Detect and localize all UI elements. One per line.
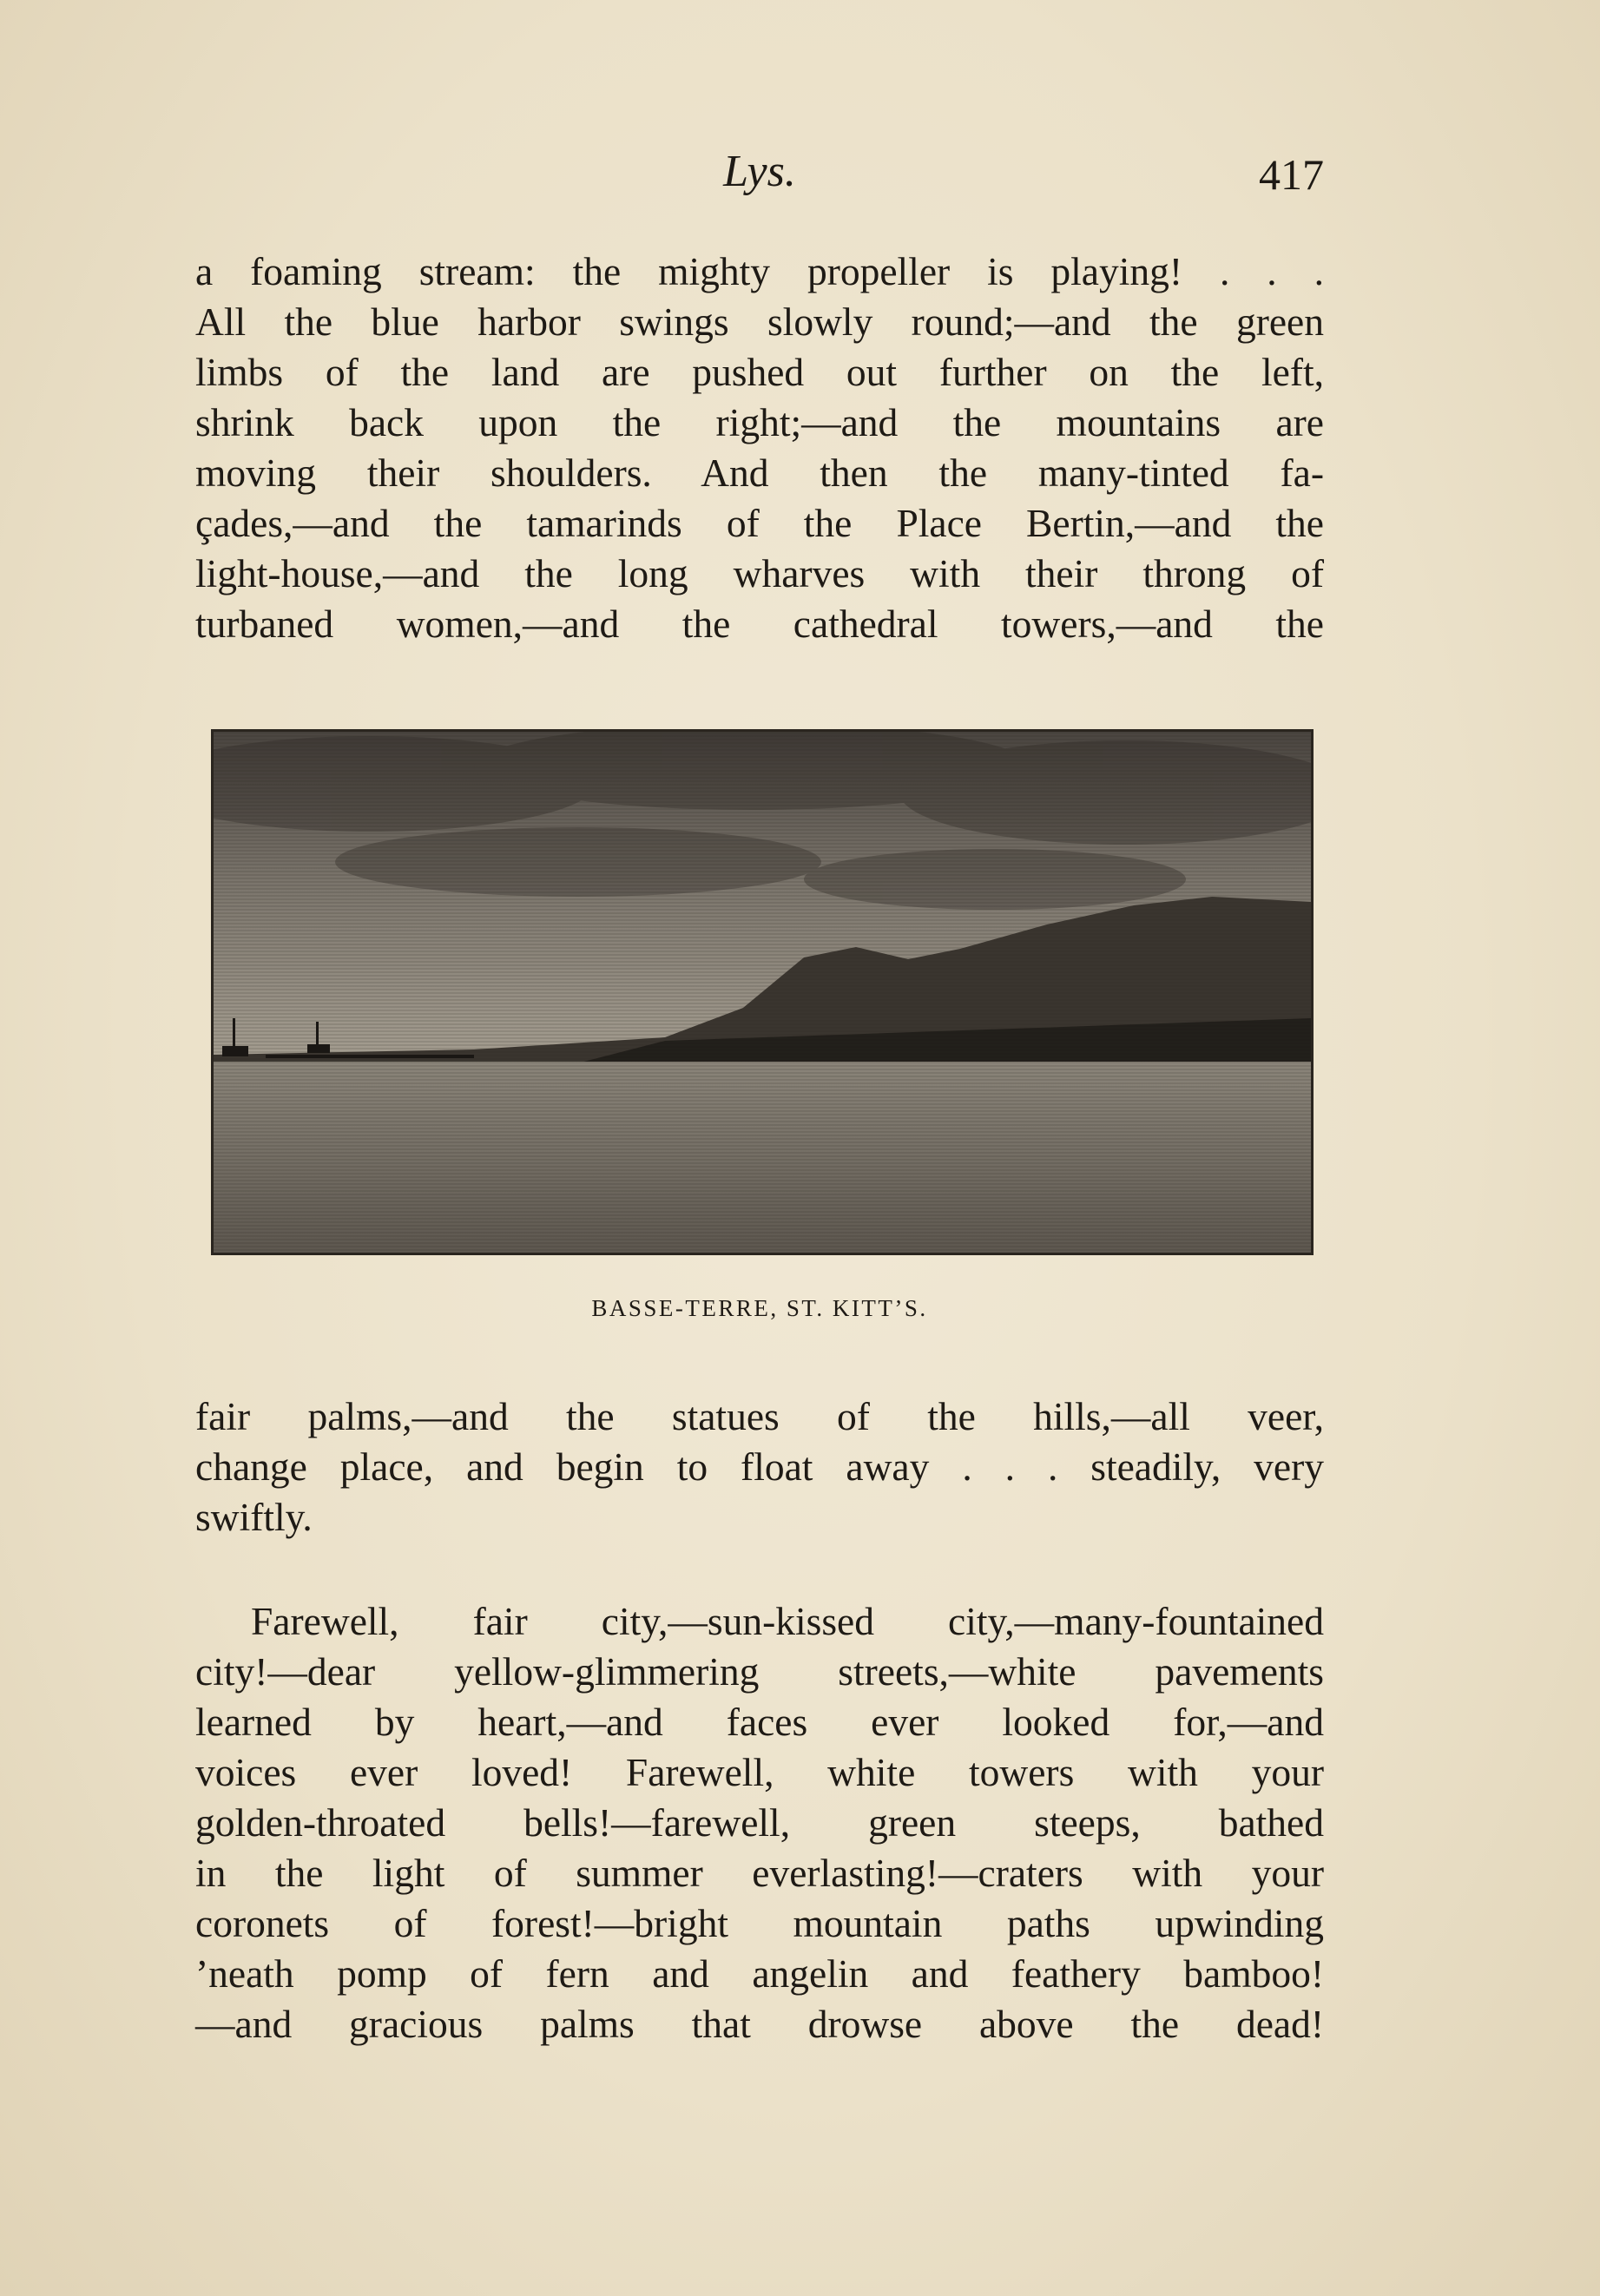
- paragraph-top: [195, 247, 1324, 649]
- text-line: a foaming stream: the mighty propeller is playing! . . .: [195, 249, 1324, 293]
- text-line: golden-throated bells!—farewell, green steeps, bathed: [195, 1800, 1324, 1845]
- landscape-illustration: [214, 732, 1311, 1253]
- paragraph-farewell: [195, 1596, 1324, 2049]
- text-line: light-house,—and the long wharves with their throng of: [195, 551, 1324, 595]
- text-line: in the light of summer everlasting!—craters with your: [195, 1851, 1324, 1895]
- paragraph-continued: [195, 1391, 1324, 1543]
- text-line: All the blue harbor swings slowly round;—and the green: [195, 299, 1324, 344]
- text-line: moving their shoulders. And then the many-tinted fa-: [195, 451, 1324, 495]
- text-line: turbaned women,—and the cathedral towers,—and the: [195, 602, 1324, 646]
- text-line: ’neath pomp of fern and angelin and feathery bamboo!: [195, 1951, 1324, 1996]
- text-line: limbs of the land are pushed out further on the left,: [195, 350, 1324, 394]
- engraving-basse-terre: [211, 729, 1314, 1255]
- figure-caption: BASSE-TERRE, ST. KITT’S.: [591, 1295, 928, 1321]
- text-line: change place, and begin to float away . . . steadily, very: [195, 1444, 1324, 1489]
- page-header: [195, 146, 1324, 207]
- engraving-hatching: [214, 732, 1311, 1253]
- text-line: çades,—and the tamarinds of the Place Bertin,—and the: [195, 501, 1324, 545]
- text-line: fair palms,—and the statues of the hills,—all veer,: [195, 1394, 1324, 1438]
- text-line: coronets of forest!—bright mountain paths upwinding: [195, 1901, 1324, 1945]
- page-number: 417: [1259, 150, 1324, 199]
- text-line: learned by heart,—and faces ever looked for,—and: [195, 1700, 1324, 1744]
- text-line: Farewell, fair city,—sun-kissed city,—many-fountained: [251, 1599, 1324, 1643]
- text-line: shrink back upon the right;—and the mountains are: [195, 400, 1324, 444]
- text-line: swiftly.: [195, 1495, 313, 1539]
- text-line: —and gracious palms that drowse above the dead!: [195, 2002, 1324, 2046]
- running-title: Lys.: [723, 147, 796, 196]
- text-line: voices ever loved! Farewell, white towers with your: [195, 1750, 1324, 1794]
- text-line: city!—dear yellow-glimmering streets,—white pavements: [195, 1649, 1324, 1694]
